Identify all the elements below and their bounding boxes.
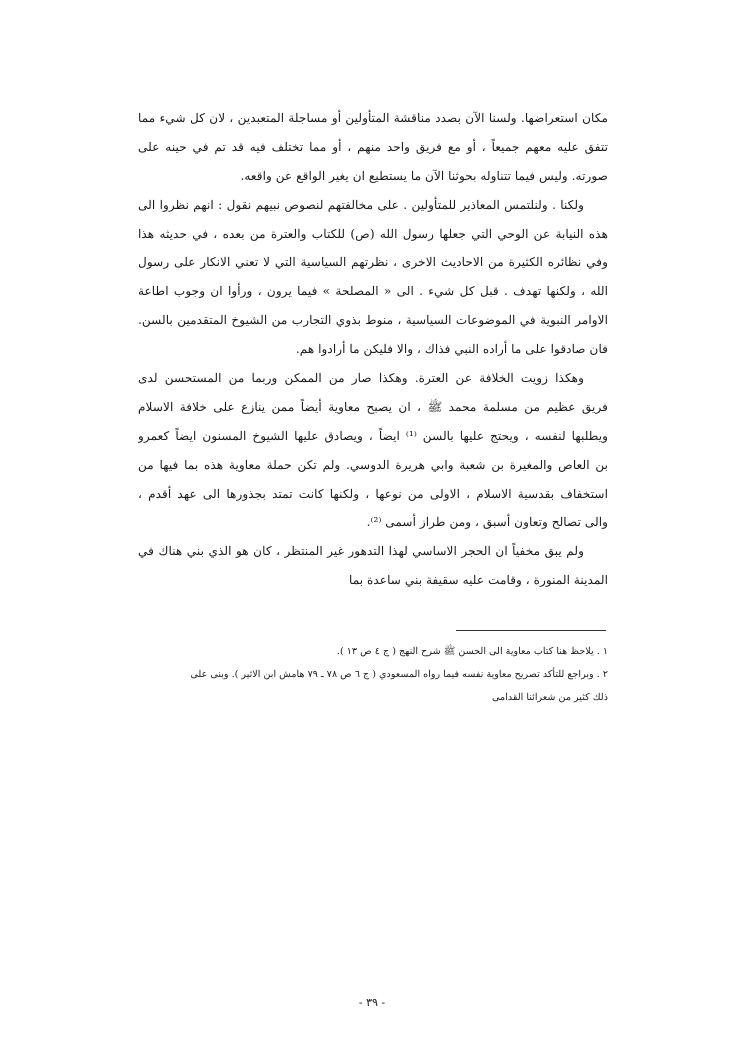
paragraph-start-line: وهكذا زويت الخلافة عن العترة. وهكذا صار من الممكن وربما من المستحسن لدى [138, 371, 584, 386]
text-line: مكان استعراضها. ولسنا الآن بصدد مناقشة المتأولين أو مساجلة المتعبدين ، لان كل شيء مما [138, 111, 608, 125]
footnote-1: ١ . يلاحظ هنا كتاب معاوية الى الحسن ﷺ شرح النهج ( ج ٤ ص ١٣ ). [336, 646, 608, 657]
text-line: بن العاص والمغيرة بن شعبة وابي هريرة الدوسي. ولم تكن حملة معاوية هذه بما فيها من [138, 457, 608, 472]
text-line: ويطلبها لنفسه ، ويحتج عليها بالسن ⁽¹⁾ ايضاً ، ويصادق عليها الشيوخ المسنون ايضاً كعمرو [138, 428, 608, 443]
text-line: والى تصالح وتعاون أسبق ، ومن طراز أسمى ⁽²⁾. [366, 515, 608, 530]
text-line: الاوامر النبوية في الموضوعات السياسية ، منوط بذوي التجارب من الشيوخ المتقدمين بالسن. [138, 313, 608, 328]
main-text [138, 104, 608, 595]
text-line: فريق عظيم من مسلمة محمد ﷺ ، ان يصبح معاوية أيضاً ممن ينازع على خلافة الاسلام [138, 399, 608, 414]
text-line: تتفق عليه معهم جميعاً ، أو مع فريق واحد منهم ، أو مما تختلف فيه قد تم في حينه على [138, 139, 608, 154]
paragraph-start-line: ولكنا . ولنلتمس المعاذير للمتأولين . على مخالفتهم لنصوص نبيهم نقول : انهم نظروا الى [138, 197, 584, 212]
text-line: فان صادقوا على ما أراده النبي فذاك ، والا فليكن ما أرادوا هم. [295, 342, 608, 357]
paragraph-start-line: ولم يبق مخفياً ان الحجر الاساسي لهذا التدهور غير المنتظر ، كان هو الذي بني هناك في [138, 544, 584, 559]
footnote-2: ٢ . وبراجع للتأكد تصريح معاوية نفسه فيما رواه المسعودي ( ج ٦ ص ٧٨ ـ ٧٩ هامش ابن الاثير ). وبنى على [190, 669, 608, 680]
footnote-2-continued: ذلك كثير من شعرائنا القدامى [492, 692, 608, 703]
text-line: وفي نظائره الكثيرة من الاحاديث الاخرى ، نظرتهم السياسية التي لا تعني الانكار على رسول [138, 255, 608, 270]
text-line: المدينة المنورة ، وقامت عليه سقيفة بني ساعدة بما [348, 573, 608, 588]
footnotes [138, 640, 608, 709]
footnote-divider [456, 630, 606, 631]
text-line: استخفاف بقدسية الاسلام ، الاولى من نوعها ، ولكنها كانت تمتد بجذورها الى عهد أقدم ، [138, 486, 608, 501]
page-number: - ٣٩ - [358, 996, 386, 1009]
text-line: صورته. وليس فيما تتناوله بحوثنا الآن ما يستطيع ان يغير الواقع عن واقعه. [240, 168, 608, 183]
text-line: هذه النيابة عن الوحي التي جعلها رسول الله (ص) للكتاب والعترة من بعده ، في حديثه هذا [138, 226, 608, 241]
text-line: الله ، ولكنها تهدف . قبل كل شيء . الى « المصلحة » فيما يرون ، ورأوا ان وجوب اطاعة [138, 284, 608, 299]
